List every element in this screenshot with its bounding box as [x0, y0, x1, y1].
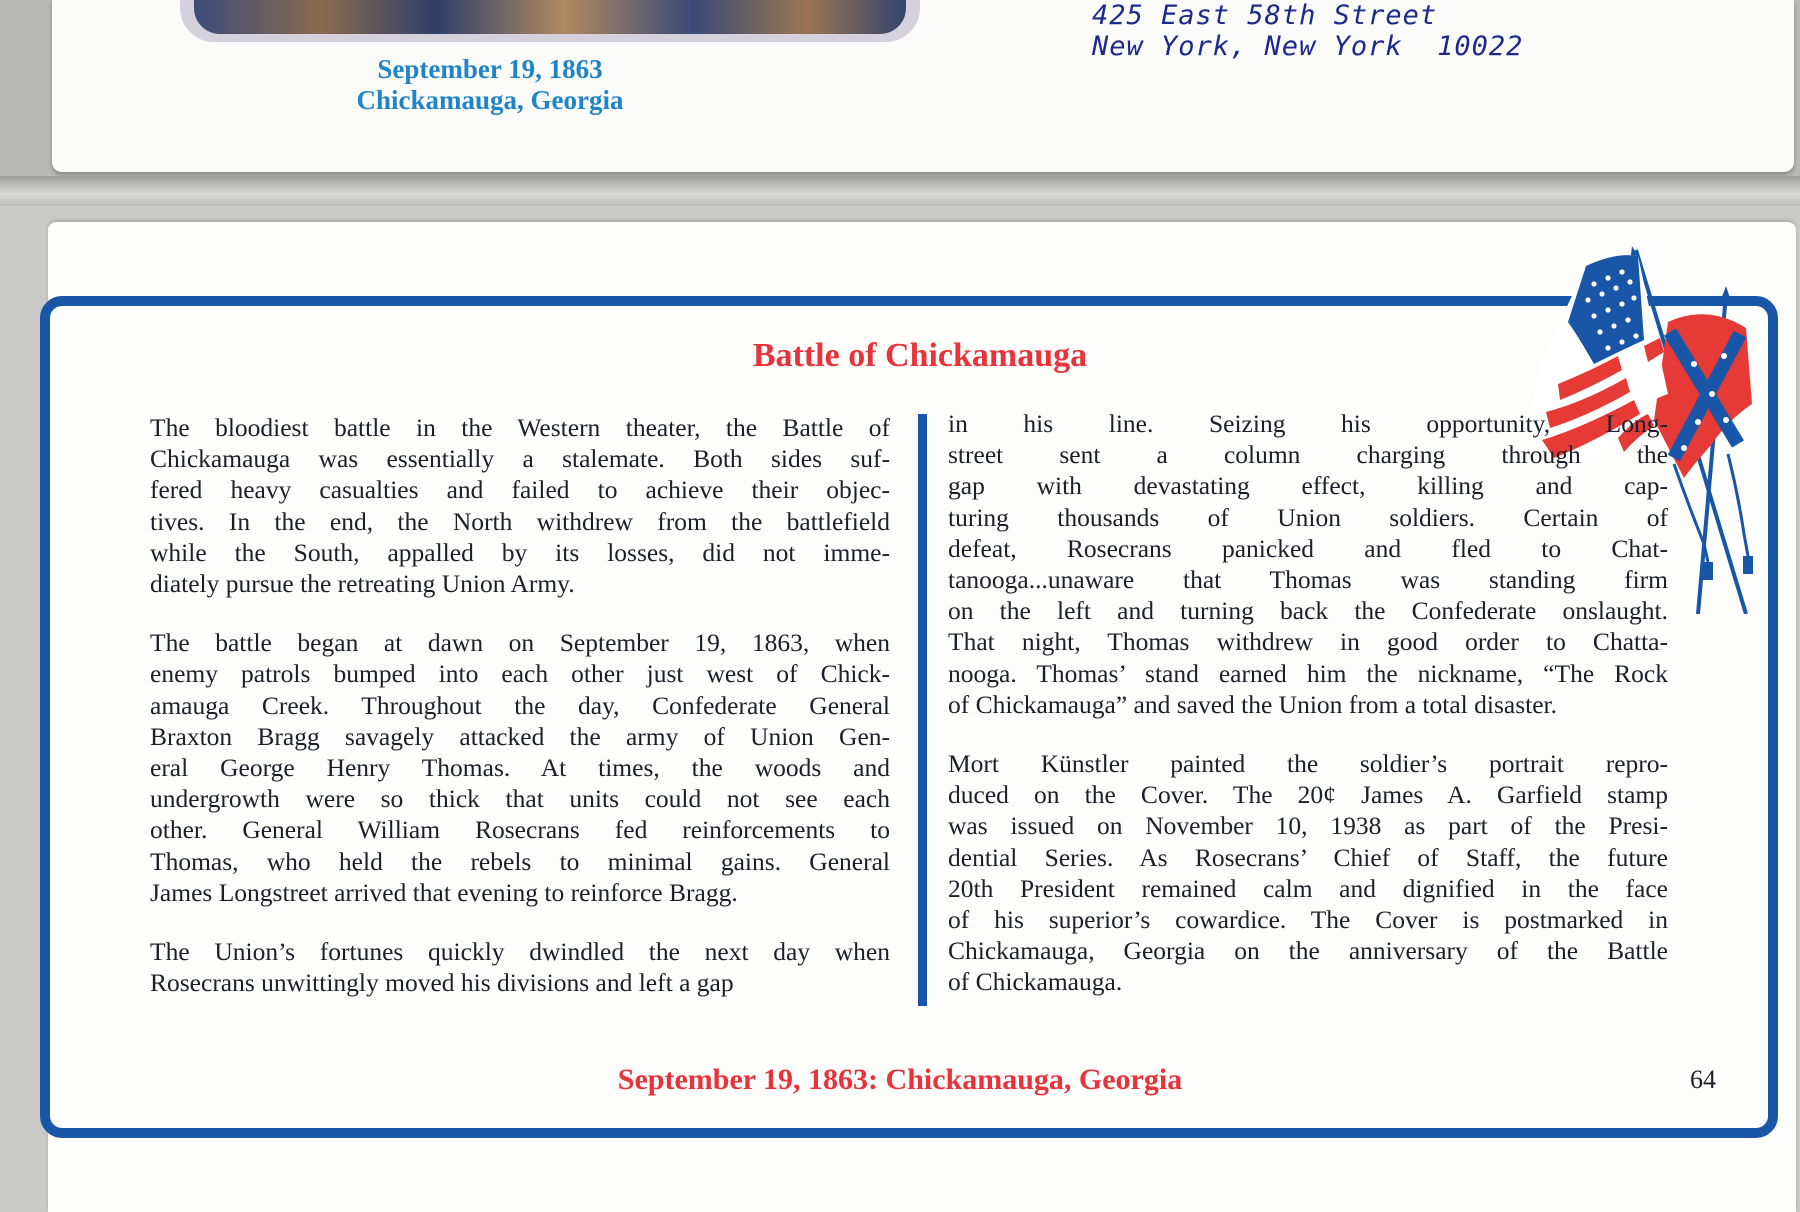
- left-paragraph-2: [150, 627, 890, 908]
- text-line: tanooga...unaware that Thomas was standing firm: [948, 565, 1668, 595]
- text-line: The battle began at dawn on September 19, 1863, when: [150, 628, 890, 658]
- text-line: Rosecrans unwittingly moved his divisions and left a gap: [150, 968, 734, 998]
- text-line: Chickamauga was essentially a stalemate. Both sides suf-: [150, 444, 890, 474]
- text-line: defeat, Rosecrans panicked and fled to Chat-: [948, 533, 1668, 563]
- text-line: duced on the Cover. The 20¢ James A. Garfield stamp: [948, 780, 1668, 810]
- sleeve-divider: [0, 176, 1800, 206]
- text-line: street sent a column charging through the: [948, 440, 1668, 470]
- mailing-address: [1092, 0, 1524, 93]
- text-line: 20th President remained calm and dignified in the face: [948, 873, 1668, 903]
- cover-caption-date: September 19, 1863: [377, 54, 603, 84]
- text-line: fered heavy casualties and failed to achieve their objec-: [150, 475, 890, 505]
- text-line: The Union’s fortunes quickly dwindled the next day when: [150, 937, 890, 967]
- text-line: was issued on November 10, 1938 as part of the Presi-: [948, 811, 1668, 841]
- left-paragraph-1: [150, 412, 890, 599]
- page-title: Battle of Chickamauga: [752, 337, 1088, 374]
- right-paragraph-2: [948, 748, 1668, 998]
- text-line: James Longstreet arrived that evening to reinforce Bragg.: [150, 877, 738, 907]
- text-line: undergrowth were so thick that units could not see each: [150, 784, 890, 814]
- footer-date-location: September 19, 1863: Chickamauga, Georgia: [617, 1063, 1183, 1096]
- text-line: Thomas, who held the rebels to minimal gains. General: [150, 846, 890, 876]
- address-street: 425 East 58th Street: [1092, 0, 1438, 31]
- cover-caption: [290, 54, 690, 116]
- text-line: amauga Creek. Throughout the day, Confederate General: [150, 690, 890, 720]
- cover-painting: [180, 0, 920, 42]
- cover-caption-place: Chickamauga, Georgia: [356, 85, 624, 115]
- text-line: while the South, appalled by its losses, did not imme-: [150, 537, 890, 567]
- text-line: nooga. Thomas’ stand earned him the nickname, “The Rock: [948, 658, 1668, 688]
- text-line: dential Series. As Rosecrans’ Chief of Staff, the future: [948, 842, 1668, 872]
- text-line: other. General William Rosecrans fed reinforcements to: [150, 815, 890, 845]
- text-line: turing thousands of Union soldiers. Certain of: [948, 502, 1668, 532]
- text-line: of his superior’s cowardice. The Cover is postmarked in: [948, 905, 1668, 935]
- text-line: enemy patrols bumped into each other just west of Chick-: [150, 659, 890, 689]
- text-line: diately pursue the retreating Union Army.: [150, 569, 575, 599]
- text-line: in his line. Seizing his opportunity, Long-: [948, 409, 1668, 438]
- text-line: of Chickamauga.: [948, 967, 1123, 997]
- text-line: gap with devastating effect, killing and cap-: [948, 471, 1668, 501]
- text-line: Mort Künstler painted the soldier’s portrait repro-: [948, 749, 1668, 779]
- text-line: The bloodiest battle in the Western theater, the Battle of: [150, 413, 890, 442]
- text-line: tives. In the end, the North withdrew from the battlefield: [150, 506, 890, 536]
- left-column: [150, 412, 890, 998]
- right-paragraph-1: [948, 408, 1668, 720]
- text-line: on the left and turning back the Confederate onslaught.: [948, 596, 1668, 626]
- confederate-flag-icon: [1654, 314, 1752, 478]
- column-divider: [918, 414, 927, 1006]
- text-line: eral George Henry Thomas. At times, the woods and: [150, 753, 890, 783]
- address-city: New York, New York 10022: [1092, 31, 1524, 62]
- right-column: [948, 408, 1668, 998]
- left-paragraph-3: [150, 936, 890, 998]
- text-line: That night, Thomas withdrew in good order to Chatta-: [948, 627, 1668, 657]
- text-line: Braxton Bragg savagely attacked the army of Union Gen-: [150, 721, 890, 751]
- text-line: Chickamauga, Georgia on the anniversary of the Battle: [948, 936, 1668, 966]
- text-line: of Chickamauga” and saved the Union from a total disaster.: [948, 689, 1557, 719]
- page-number: 64: [1690, 1065, 1716, 1094]
